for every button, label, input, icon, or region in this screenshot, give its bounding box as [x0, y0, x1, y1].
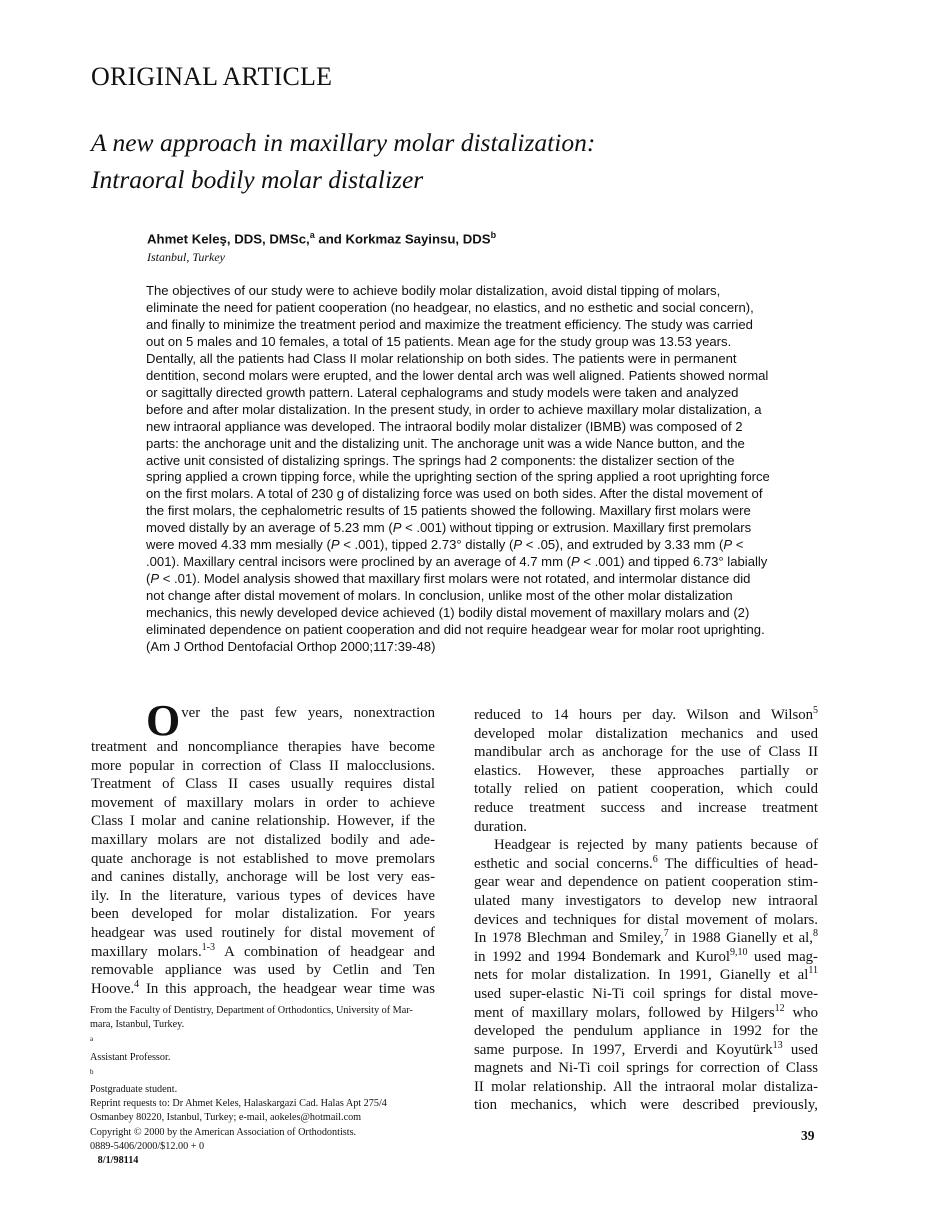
abstract-line: moved distally by an average of 5.23 mm (P < .001) without tipping or extrusion. Maxillary first premolars	[146, 520, 752, 536]
abstract-line: on the first molars. A total of 230 g of distalizing force was used on both sides. After the distal movement of	[146, 486, 763, 502]
body-line: II molar relationship. All the intraoral molar distaliza-	[474, 1078, 818, 1095]
article-title	[91, 124, 871, 198]
abstract-line: not change after distal movement of molars. In conclusion, unlike most of the other molar distalization	[146, 588, 733, 604]
body-line: ulated many investigators to develop new intraoral	[474, 892, 818, 909]
body-line: more popular in correction of Class II malocclusions.	[91, 757, 435, 774]
body-line: Treatment of Class II cases usually requires distal	[91, 776, 435, 793]
body-line: devices and techniques for distal movement of molars.	[474, 911, 818, 928]
abstract-line: eliminate the need for patient cooperation (no headgear, no elastics, and no esthetic and social concern),	[146, 299, 754, 315]
body-line: gear wear and dependence on patient cooperation stim-	[474, 874, 818, 891]
body-line: esthetic and social concerns.$^6$ The difficulties of head-	[474, 853, 818, 872]
body-line: In 1978 Blechman and Smiley,$^7$ in 1988 Gianelly et al,$^8$	[474, 928, 818, 947]
abstract-line: before and after molar distalization. In the present study, in order to achieve maxillary molar distalization, a	[146, 401, 762, 417]
body-line: developed molar distalization mechanics and used	[474, 725, 818, 742]
abstract-line: .001). Maxillary central incisors were proclined by an average of 4.7 mm (P < .001) and tipped 6.73° labially	[146, 554, 768, 570]
author-line	[147, 230, 496, 246]
citation: 13	[772, 1039, 783, 1051]
body-line: Headgear is rejected by many patients because of	[494, 837, 818, 854]
author-name: Ahmet Keleş, DDS, DMSc,	[147, 231, 310, 247]
abstract-line: the first molars, the cephalometric results of 15 patients showed the following. Maxillary first molars were	[146, 503, 751, 519]
title-line: A new approach in maxillary molar distalization:	[91, 128, 596, 157]
abstract-line: or sagittally directed growth pattern. Lateral cephalograms and study models were taken and analyzed	[146, 384, 739, 400]
citation: 12	[774, 1002, 785, 1014]
body-line: used super-elastic Ni-Ti coil springs for distal move-	[474, 985, 818, 1002]
body-line: quate anchorage is not established to move premolars	[91, 850, 435, 867]
author-name: and Korkmaz Sayinsu, DDS	[314, 231, 491, 247]
citation: 6	[652, 853, 658, 865]
section-label: ORIGINAL ARTICLE	[91, 62, 333, 91]
body-line: treatment and noncompliance therapies have become	[91, 739, 435, 755]
footnote-line: Copyright © 2000 by the American Association of Orthodontists.	[90, 1126, 357, 1138]
body-line: maxillary molars.$^{1-3}$ A combination of headgear and	[91, 941, 435, 960]
footnote-line: $^a$ Assistant Professor.	[90, 1035, 171, 1063]
footnotes	[90, 1004, 440, 1168]
title-line: Intraoral bodily molar distalizer	[91, 165, 424, 194]
body-line: magnets and Ni-Ti coil springs for correction of Class	[474, 1060, 818, 1077]
body-line: Hoove.$^4$ In this approach, the headgear wear time was	[91, 978, 435, 997]
abstract-line: spring applied a crown tipping force, while the uprighting section of the spring applied a root uprighting force	[146, 469, 770, 485]
body-line: headgear was used routinely for distal movement of	[91, 924, 435, 941]
page-number: 39	[801, 1128, 815, 1143]
body-line: same purpose. In 1997, Erverdi and Koyutürk$^{13}$ used	[474, 1039, 818, 1058]
citation: 5	[813, 705, 818, 717]
footnote-line: Osmanbey 80220, Istanbul, Turkey; e-mail, aokeles@hotmail.com	[90, 1112, 362, 1124]
body-line: ment of maxillary molars, followed by Hilgers$^{12}$ who	[474, 1002, 818, 1021]
citation: 4	[134, 978, 140, 990]
body-line: developed the pendulum appliance in 1992 for the	[474, 1023, 818, 1040]
body-line: tion mechanics, which were described previously,	[474, 1097, 818, 1114]
body-line: ver the past few years, nonextraction	[181, 705, 435, 721]
abstract	[146, 283, 822, 656]
abstract-line: (Am J Orthod Dentofacial Orthop 2000;117:39-48)	[146, 639, 436, 655]
drop-cap: O	[146, 696, 181, 745]
body-line: elastics. However, these approaches partially or	[474, 762, 818, 779]
body-column-right	[474, 706, 818, 1115]
body-line: ily. In the literature, various types of devices have	[91, 887, 435, 904]
body-line: totally relied on patient cooperation, which could	[474, 781, 818, 798]
footnote-line: 0889-5406/2000/$12.00 + 0 8/1/98114	[90, 1140, 205, 1166]
abstract-line: mechanics, this newly developed device achieved (1) bodily distal movement of maxillary molars and (2)	[146, 605, 750, 621]
body-column-left	[91, 696, 435, 998]
body-line: in 1992 and 1994 Bondemark and Kurol$^{9,10}$ used mag-	[474, 946, 818, 965]
citation: 9,10	[729, 946, 748, 958]
abstract-line: were moved 4.33 mm mesially (P < .001), tipped 2.73° distally (P < .05), and extruded by 3.33 mm (P <	[146, 537, 744, 553]
affiliation-mark: b	[490, 230, 497, 240]
abstract-line: dentition, second molars were erupted, and the lower dental arch was well aligned. Patients showed normal	[146, 367, 769, 383]
abstract-line: out on 5 males and 10 females, a total of 15 patients. Mean age for the study group was 13.53 years.	[146, 333, 732, 349]
body-line: mandibular arch as anchorage for the use of Class II	[474, 744, 818, 761]
body-line: nets for molar distalization. In 1991, Gianelly et $al^{11}$	[474, 965, 818, 984]
footnote-line: mara, Istanbul, Turkey.	[90, 1019, 185, 1031]
abstract-line: The objectives of our study were to achieve bodily molar distalization, avoid distal tipping of molars,	[146, 283, 721, 298]
body-line: maxillary molars are not distalized bodily and ade-	[91, 831, 435, 848]
affiliation-mark: a	[309, 230, 315, 240]
abstract-line: active unit consisted of distalizing springs. The springs had 2 components: the distalizer section of the	[146, 452, 735, 468]
abstract-line: new intraoral appliance was developed. The intraoral bodily molar distalizer (IBMB) was composed of 2	[146, 418, 743, 434]
footnote-line: Reprint requests to: Dr Ahmet Keles, Halaskargazi Cad. Halas Apt 275/4	[90, 1098, 387, 1110]
body-line: reduced to 14 hours per day. Wilson and Wilson$^5$	[474, 705, 818, 723]
body-line: removable appliance was used by Cetlin and Ten	[91, 962, 435, 979]
body-lines	[91, 738, 435, 943]
footnote-line: From the Faculty of Dentistry, Department of Orthodontics, University of Mar-	[90, 1005, 413, 1016]
body-line: movement of maxillary molars in order to achieve	[91, 794, 435, 811]
author-affiliation: Istanbul, Turkey	[147, 250, 225, 264]
lead-paragraph	[91, 696, 435, 998]
abstract-line: Dentally, all the patients had Class II molar relationship on both sides. The patients were in permanent	[146, 350, 737, 366]
body-line: been developed for molar distalization. For years	[91, 906, 435, 923]
body-line: duration.	[474, 818, 528, 835]
abstract-line: and finally to minimize the treatment period and maximize the treatment efficiency. The study was carried	[146, 316, 753, 332]
body-line: reduce treatment success and increase treatment	[474, 799, 818, 816]
citation: 8	[812, 928, 818, 940]
body-line: and canines distally, anchorage will be lost very eas-	[91, 869, 435, 886]
abstract-line: (P < .01). Model analysis showed that maxillary first molars were not rotated, and intermolar distance did	[146, 571, 751, 587]
citation: 7	[663, 928, 669, 940]
footnote-line: $^b$ Postgraduate student.	[90, 1067, 178, 1096]
citation: 11	[808, 965, 818, 977]
abstract-line: parts: the anchorage unit and the distalizing unit. The anchorage unit was a wide Nance button, and the	[146, 435, 745, 451]
abstract-line: eliminated dependence on patient cooperation and did not require headgear wear for molar root uprighting.	[146, 622, 765, 638]
body-line: Class I molar and canine relationship. However, if the	[91, 813, 435, 830]
citation: 1-3	[201, 941, 215, 953]
manuscript-code: 8/1/98114	[97, 1154, 139, 1166]
